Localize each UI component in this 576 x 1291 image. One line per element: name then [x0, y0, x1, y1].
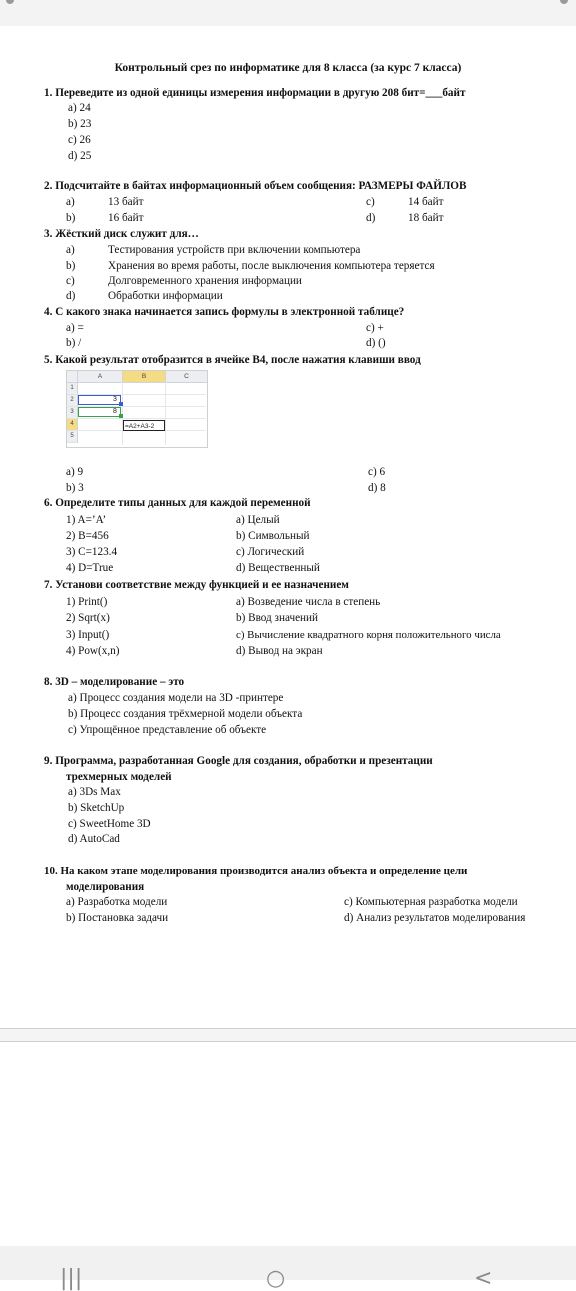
- q6-right-c: c) Логический: [236, 546, 305, 558]
- q4-option-c: c) +: [366, 322, 384, 334]
- q1-option-b: b) 23: [68, 118, 92, 130]
- q2-option-d-value: 18 байт: [408, 212, 444, 224]
- q5-option-b: b) 3: [66, 482, 84, 494]
- cell-b2-value: 3: [113, 396, 117, 403]
- q7-right-b: b) Ввод значений: [236, 612, 319, 624]
- column-header-c: C: [166, 371, 207, 383]
- top-bar: [0, 0, 576, 27]
- q2-option-c-value: 14 байт: [408, 196, 444, 208]
- q9-option-a: a) 3Ds Max: [68, 786, 121, 798]
- question-8: 8. 3D – моделирование – это: [44, 676, 185, 688]
- range-handle: [119, 414, 123, 418]
- q8-option-b: b) Процесс создания трёхмерной модели объекта: [68, 708, 303, 720]
- q2-option-b-letter: b): [66, 212, 76, 224]
- q7-right-d: d) Вывод на экран: [236, 645, 323, 657]
- scroll-nub: [6, 0, 14, 4]
- document-title: Контрольный срез по информатике для 8 класса (за курс 7 класса): [114, 62, 462, 74]
- cell-b3-value: 8: [113, 408, 117, 415]
- range-handle: [119, 402, 123, 406]
- q3-option-c-letter: c): [66, 275, 75, 287]
- q6-left-3: 3) C=123.4: [66, 546, 118, 558]
- question-10-continued: моделирования: [66, 881, 145, 893]
- q7-right-a: a) Возведение числа в степень: [236, 596, 381, 608]
- q3-option-d-value: Обработки информации: [108, 290, 223, 302]
- system-navigation-bar: [0, 1246, 576, 1291]
- question-10: 10. На каком этапе моделирования производится анализ объекта и определение цели: [44, 865, 468, 877]
- q3-option-b-letter: b): [66, 260, 76, 272]
- spreadsheet-image: [66, 370, 208, 448]
- q10-option-d: d) Анализ результатов моделирования: [344, 912, 526, 924]
- q1-option-c: c) 26: [68, 134, 91, 146]
- q8-option-c: c) Упрощённое представление об объекте: [68, 724, 267, 736]
- question-6: 6. Определите типы данных для каждой переменной: [44, 497, 311, 509]
- gridline: [165, 382, 166, 445]
- q3-option-b-value: Хранения во время работы, после выключения компьютера теряется: [108, 260, 435, 272]
- document-page: [0, 26, 576, 1029]
- row-header-3: 3: [67, 407, 78, 419]
- cell-b4-formula: =A2+A3-2: [123, 420, 165, 431]
- q7-left-4: 4) Pow(x,n): [66, 645, 120, 657]
- q2-option-c-letter: c): [366, 196, 375, 208]
- q6-right-d: d) Вещественный: [236, 562, 320, 574]
- q4-option-a: a) =: [66, 322, 84, 334]
- q3-option-c-value: Долговременного хранения информации: [108, 275, 302, 287]
- row-header-5: 5: [67, 431, 78, 443]
- home-icon[interactable]: ○: [266, 1266, 286, 1291]
- question-7: 7. Установи соответствие между функцией и ее назначением: [44, 579, 349, 591]
- q5-option-c: c) 6: [368, 466, 386, 478]
- q5-option-d: d) 8: [368, 482, 386, 494]
- scroll-nub: [560, 0, 568, 4]
- page-gap: [0, 1029, 576, 1042]
- q6-right-a: a) Целый: [236, 514, 280, 526]
- q3-option-a-value: Тестирования устройств при включении компьютера: [108, 244, 361, 256]
- q4-option-b: b) /: [66, 337, 82, 349]
- row-header-1: 1: [67, 383, 78, 395]
- q6-left-4: 4) D=True: [66, 562, 114, 574]
- row-header-4: 4: [67, 419, 78, 431]
- q1-option-d: d) 25: [68, 150, 92, 162]
- q7-left-3: 3) Input(): [66, 629, 110, 641]
- question-1: 1. Переведите из одной единицы измерения информации в другую 208 бит=___байт: [44, 87, 466, 99]
- q7-right-c: c) Вычисление квадратного корня положительного числа: [236, 629, 501, 641]
- q6-left-2: 2) B=456: [66, 530, 109, 542]
- q10-option-a: a) Разработка модели: [66, 896, 168, 908]
- q3-option-a-letter: a): [66, 244, 75, 256]
- q2-option-a-letter: a): [66, 196, 75, 208]
- q6-right-b: b) Символьный: [236, 530, 310, 542]
- question-3: 3. Жёсткий диск служит для…: [44, 228, 199, 240]
- q9-option-d: d) AutoCad: [68, 833, 120, 845]
- q2-option-a-value: 13 байт: [108, 196, 144, 208]
- q2-option-d-letter: d): [366, 212, 376, 224]
- q2-option-b-value: 16 байт: [108, 212, 144, 224]
- gridline: [77, 418, 206, 419]
- q5-option-a: a) 9: [66, 466, 84, 478]
- q3-option-d-letter: d): [66, 290, 76, 302]
- row-header-2: 2: [67, 395, 78, 407]
- question-9: 9. Программа, разработанная Google для создания, обработки и презентации: [44, 755, 433, 767]
- recents-icon[interactable]: |||: [60, 1266, 83, 1291]
- q9-option-c: c) SweetHome 3D: [68, 818, 151, 830]
- column-header-a: A: [78, 371, 123, 383]
- q10-option-b: b) Постановка задачи: [66, 912, 169, 924]
- q1-option-a: a) 24: [68, 102, 91, 114]
- question-5: 5. Какой результат отобразится в ячейке В4, после нажатия клавиши ввод: [44, 354, 421, 366]
- corner-cell: [67, 371, 78, 383]
- back-icon[interactable]: <: [474, 1266, 493, 1291]
- question-9-continued: трехмерных моделей: [66, 771, 172, 783]
- q7-left-2: 2) Sqrt(x): [66, 612, 110, 624]
- question-4: 4. С какого знака начинается запись формулы в электронной таблице?: [44, 306, 405, 318]
- q9-option-b: b) SketchUp: [68, 802, 125, 814]
- question-2: 2. Подсчитайте в байтах информационный объем сообщения: РАЗМЕРЫ ФАЙЛОВ: [44, 180, 467, 192]
- q7-left-1: 1) Print(): [66, 596, 108, 608]
- q10-option-c: c) Компьютерная разработка модели: [344, 896, 518, 908]
- q4-option-d: d) (): [366, 337, 386, 349]
- q6-left-1: 1) A=’A’: [66, 514, 107, 526]
- q8-option-a: a) Процесс создания модели на 3D -принтере: [68, 692, 284, 704]
- column-header-b: B: [123, 371, 166, 383]
